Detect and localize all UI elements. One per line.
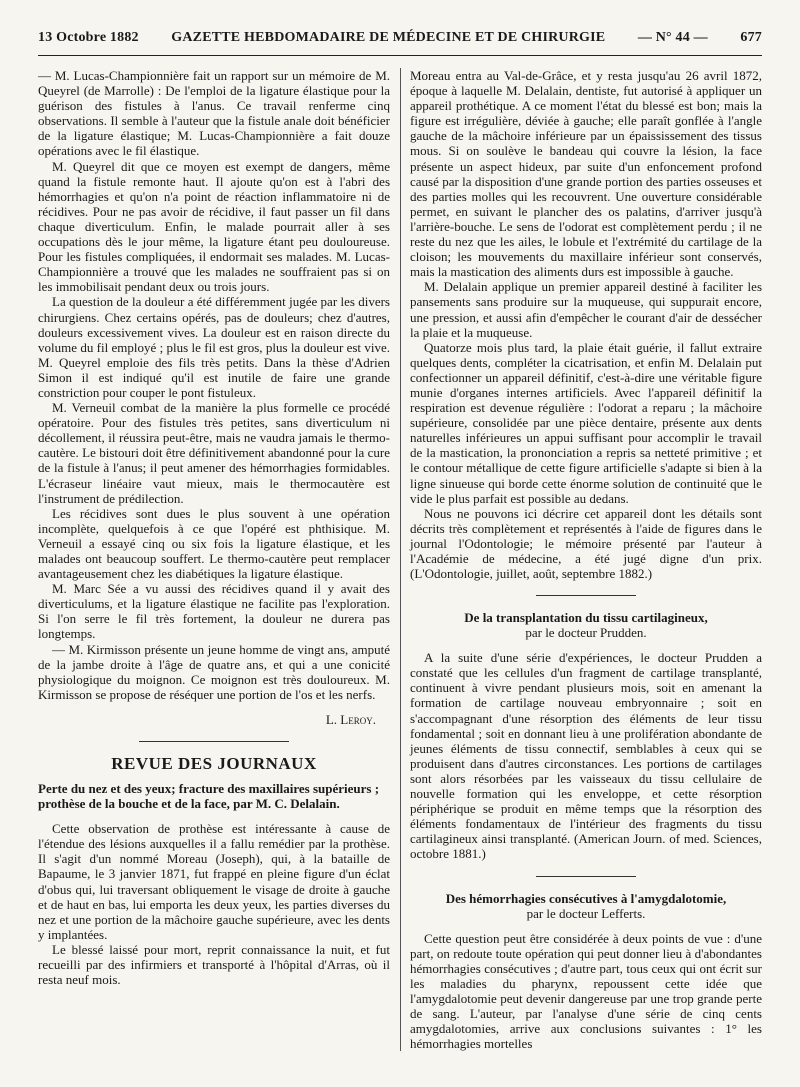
two-column-body	[38, 68, 762, 1051]
section-title: REVUE DES JOURNAUX	[111, 754, 317, 774]
article-title-text: Perte du nez et des yeux; fracture des maxillaires supérieurs ; prothèse de la bouche et de la face, par M. C. Delalain.	[38, 781, 380, 812]
header-date: 13 Octobre 1882	[38, 30, 139, 45]
paragraph: Les récidives sont dues le plus souvent à une opération incomplète, quelquefois à ce que l'opéré est phthisique. M. Verneuil a essayé cinq ou six fois la ligature élastique, et les malades ont beaucoup souffert. Le thermo-cautère peut remplacer avantageusement chez les diabétiques la ligature élastique.	[38, 505, 390, 582]
article-divider	[536, 876, 636, 877]
article-title	[410, 610, 762, 640]
article-title-text: Des hémorrhagies consécutives à l'amygdalotomie,	[445, 890, 727, 906]
article-author: par le docteur Prudden.	[525, 625, 647, 641]
paragraph: Moreau entra au Val-de-Grâce, et y resta jusqu'au 26 avril 1872, époque à laquelle M. Delalain, dentiste, fut autorisé à appliquer un appareil prothétique. A ce moment l'état du blessé est bon; mais la figure est irrégulière, déviée à gauche; elle paraît gonflée à l'angle gauche de la mâchoire inférieure par un épaississement des tissus mous. Si on soulève le bandeau qui couvre la lésion, la face présente un aspect hideux, par suite d'un enfoncement profond causé par la disposition d'une grande portion des parties osseuses et des parties molles qui les recouvrent. Une ouverture considérable permet, en suivant le plancher des os palatins, d'arriver jusqu'à l'arrière-bouche. Le sens de l'odorat est complètement perdu ; il ne reste du nez que les ailes, le lobule et l'extrémité du cartilage de la cloison; les mouvements du maxillaire inférieur sont conservés, mais la mastication des aliments durs est impossible à gauche.	[410, 68, 762, 280]
paragraph: M. Queyrel dit que ce moyen est exempt de dangers, même quand la fistule remonte haut. Il ajoute qu'on est à l'abri des hémorrhagies et qu'on n'a point de réaction inflammatoire ni de récidives. Pour ne pas avoir de récidive, il faut passer un fil dans chaque diverticulum. Enfin, le malade pourrait aller à ses occupations dès le jour même, la ligature étant peu douloureuse. Pour les fistules compliquées, il endormait ses malades. M. Lucas-Championnière a trouvé que les malades ne souffraient pas si on les immobilisait pendant deux ou trois jours.	[38, 158, 390, 295]
running-header	[38, 30, 762, 56]
signature: L. Leroy.	[325, 711, 376, 727]
paragraph: M. Verneuil combat de la manière la plus formelle ce procédé opératoire. Pour des fistules très petites, sans diverticulum ni décollement, il réussira peut-être, mais ne vaudra jamais le thermo-cautère. Le bistouri doit être définitivement abandonné pour la cure de la fistule à l'anus; il peut amener des hémorrhagies formidables. L'écraseur linéaire vaut mieux, mais le thermocautère est l'instrument de prédilection.	[38, 400, 390, 506]
paragraph: M. Delalain applique un premier appareil destiné à faciliter les pansements sans produire sur la muqueuse, qui suppurait encore, une pression, et aussi afin d'empêcher le courant d'air de dessécher la plaie et la muqueuse.	[410, 279, 762, 340]
paragraph: Nous ne pouvons ici décrire cet appareil dont les détails sont décrits très complètement et représentés à l'aide de figures dans le journal l'Odontologie; le mémoire présenté par l'auteur à l'Académie de médecine, a été jugé digne d'un prix. (L'Odontologie, juillet, août, septembre 1882.)	[410, 505, 762, 582]
paragraph: Cette question peut être considérée à deux points de vue : d'une part, on redoute toute opération qui peut donner lieu à d'abondantes hémorrhagies consécutives ; d'autre part, tous ceux qui ont écrit sur les maladies du pharynx, repoussent cette idée que l'amygdalotomie peut devenir dangereuse par une trop grande perte de sang. L'auteur, par l'analyse d'une série de cinq cents amygdalotomies, arrive aux conclusions suivantes : 1° les hémorrhagies mortelles	[410, 930, 762, 1052]
paragraph: A la suite d'une série d'expériences, le docteur Prudden a constaté que les cellules d'un fragment de cartilage transplanté, continuent à vivre pendant plusieurs mois, soit en amenant la formation de cartilage nouveau embryonnaire ; soit en s'accompagnant d'une résorption des éléments de leur tissu fondamental ; soit en donnant lieu à une prolifération abondante de jeunes éléments de tissu connectif, semblables à ceux qui se produisent dans d'autres circonstances. Les portions de cartilages sont alors résorbées par les vaisseaux du tissu cellulaire de nouvelle formation qui les enveloppe, et cette résorption périphérique se produit en même temps que la résorption des éléments fondamentaux de l'intérieur des fragments du tissu cartilagineux ainsi transplanté. (American Journ. of med. Sciences, octobre 1881.)	[410, 650, 762, 862]
paragraph: M. Marc Sée a vu aussi des récidives quand il y avait des diverticulums, et la ligature élastique ne facilite pas l'exploration. Si l'on serre le fil très fortement, la douleur ne durera pas longtemps.	[38, 581, 390, 642]
article-divider	[536, 595, 636, 596]
article-title	[410, 891, 762, 921]
article-title-text: De la transplantation du tissu cartilagineux,	[464, 610, 708, 626]
right-column	[410, 68, 762, 1051]
header-issue: — N° 44 —	[637, 30, 708, 45]
paragraph: La question de la douleur a été différemment jugée par les divers chirurgiens. Chez certains opérés, pas de douleurs; chez d'autres, douleurs excessivement vives. La douleur est en raison directe du volume du fil employé ; plus le fil est gros, plus la douleur est vive. M. Queyrel emploie des fils très petits. Dans la thèse d'Adrien Simon il est indiqué qu'il est inutile de faire une grande constriction pour couper le pont fistuleux.	[38, 294, 390, 400]
header-page-number: 677	[740, 30, 762, 45]
section-divider	[139, 741, 289, 742]
article-author: par le docteur Lefferts.	[526, 905, 646, 921]
paragraph: — M. Kirmisson présente un jeune homme de vingt ans, amputé de la jambe droite à l'âge de quatre ans, et qui a une conicité physiologique du moignon. Ce moignon est très douloureux. M. Kirmisson se propose de réséquer une portion de l'os et les nerfs.	[38, 641, 390, 702]
paragraph: Quatorze mois plus tard, la plaie était guérie, il fallut extraire quelques dents, compléter la cicatrisation, et enfin M. Delalain put confectionner un appareil définitif, c'est-à-dire une véritable figure munie d'organes internes artificiels. Avec l'appareil définitif la respiration est devenue régulière : l'odorat a reparu ; la mâchoire supérieure, consolidée par une pièce dentaire, présente aux dents naturelles inférieures un appui suffisant pour accomplir le travail de la mastication, la prononciation a repris sa netteté primitive ; et le contour métallique de cette figure artificielle s'adapte si bien à la ligne sinueuse qui borde cette énorme solution de continuité que le vide le plus parfait est possible au dedans.	[410, 339, 762, 506]
left-column	[38, 68, 390, 1051]
paragraph: Cette observation de prothèse est intéressante à cause de l'étendue des lésions auxquelles il a fallu remédier par la prothèse. Il s'agit d'un nommé Moreau (Joseph), qui, à la bataille de Bapaume, le 3 janvier 1871, fut frappé en pleine figure d'un éclat d'obus qui, lui traversant obliquement le visage de droite à gauche et de haut en bas, lui emporta les deux yeux, les parties diverses du nez et une portion de la mâchoire gauche supérieure, avec les dents y implantées.	[38, 821, 390, 942]
paragraph: — M. Lucas-Championnière fait un rapport sur un mémoire de M. Queyrel (de Marrolle) : De l'emploi de la ligature élastique pour la guérison des fistules à l'anus. Ce travail renferme cinq observations. Il semble à l'auteur que la fistule anale doit bénéficier de la ligature élastique; M. Lucas-Championnière a fait douze opérations avec le fil élastique.	[38, 68, 390, 159]
article-title	[38, 781, 390, 811]
header-journal: GAZETTE HEBDOMADAIRE DE MÉDECINE ET DE CHIRURGIE	[171, 30, 606, 45]
column-divider	[400, 68, 401, 1051]
paragraph: Le blessé laissé pour mort, reprit connaissance la nuit, et fut recueilli par des infirmiers et transporté à l'hôpital d'Arras, où il resta neuf mois.	[38, 941, 390, 988]
